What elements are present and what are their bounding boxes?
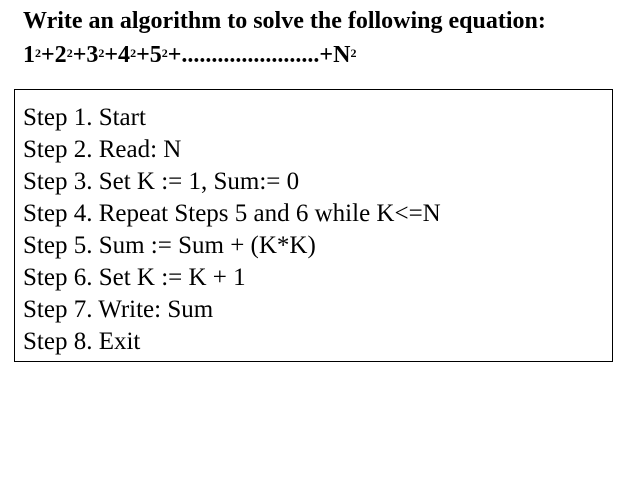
exponent: 2: [350, 46, 357, 60]
step-7: Step 7. Write: Sum: [23, 296, 214, 323]
exponent: 2: [130, 46, 137, 60]
step-5: Step 5. Sum := Sum + (K*K): [23, 232, 316, 259]
exponent: 2: [35, 46, 41, 60]
step-1: Step 1. Start: [23, 104, 146, 131]
exponent: 2: [66, 46, 73, 60]
step-8: Step 8. Exit: [23, 328, 141, 355]
equation-term: +4: [104, 42, 131, 68]
exponent: 2: [161, 46, 168, 60]
equation-term: +3: [72, 42, 99, 68]
equation-term: +5: [136, 42, 162, 68]
equation-line: [23, 38, 623, 72]
equation-term: +2: [41, 42, 67, 68]
question-heading: [23, 4, 623, 72]
algorithm-steps-box: [14, 89, 613, 362]
equation-term: +.......................+N: [167, 42, 351, 68]
step-4: Step 4. Repeat Steps 5 and 6 while K<=N: [23, 200, 441, 227]
question-line-1: Write an algorithm to solve the following equation:: [23, 8, 546, 34]
exponent: 2: [98, 46, 105, 60]
step-6: Step 6. Set K := K + 1: [23, 264, 246, 291]
step-2: Step 2. Read: N: [23, 136, 182, 163]
step-3: Step 3. Set K := 1, Sum:= 0: [23, 168, 300, 195]
equation-term: 1: [23, 42, 35, 68]
